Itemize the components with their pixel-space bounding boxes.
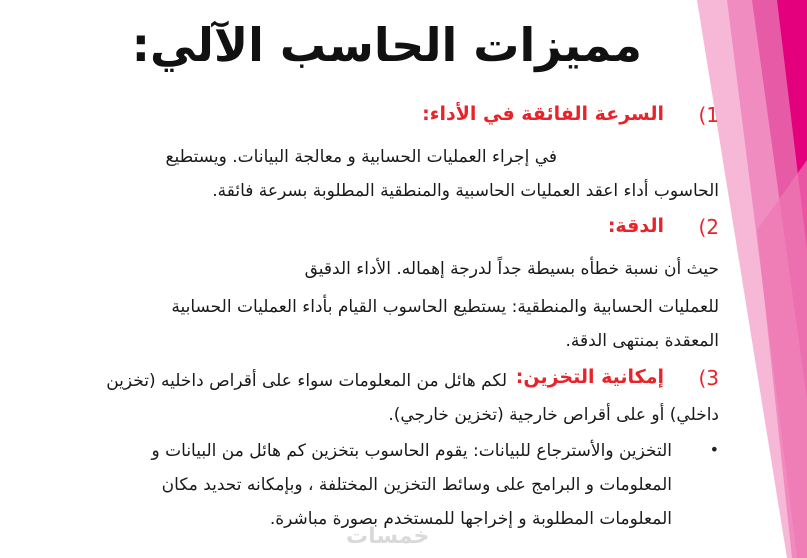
watermark: خمسات — [346, 524, 430, 549]
bullet-text-line-1: التخزين والأسترجاع للبيانات: يقوم الحاسوب بتخزين كم هائل من البيانات و — [151, 441, 672, 461]
storage-text-line-2: داخلي) أو على أقراص خارجية (تخزين خارجي). — [388, 405, 719, 425]
item-number-2: 2) — [698, 215, 719, 239]
speed-text-line-1: في إجراء العمليات الحسابية و معالجة البيانات. ويستطيع — [165, 147, 557, 167]
bullet-text-line-2: المعلومات و البرامج على وسائط التخزين المختلفة ، وبإمكانه تحديد مكان — [161, 475, 672, 495]
bullet-text-line-3: المعلومات المطلوبة و إخراجها للمستخدم بصورة مباشرة. — [269, 509, 672, 529]
item-heading-speed: السرعة الفائقة في الأداء: — [422, 103, 664, 125]
storage-text-line-1: لكم هائل من المعلومات سواء على أقراص داخليه (تخزين — [106, 371, 507, 391]
accuracy-text-line-2: للعمليات الحسابية والمنطقية: يستطيع الحاسوب القيام بأداء العمليات الحسابية — [171, 297, 719, 317]
item-heading-accuracy: الدقة: — [607, 215, 664, 237]
slide-title: مميزات الحاسب الآلي: — [131, 18, 642, 72]
item-number-3: 3) — [698, 366, 719, 390]
item-heading-storage: إمكانية التخزين: — [515, 366, 664, 388]
bullet-icon: • — [709, 440, 719, 459]
item-number-1: 1) — [698, 103, 719, 127]
accuracy-text-line-3: المعقدة بمنتهى الدقة. — [565, 331, 719, 351]
accuracy-text-line-1: حيث أن نسبة خطأه بسيطة جداً لدرجة إهماله. الأداء الدقيق — [304, 259, 719, 279]
speed-text-line-2: الحاسوب أداء اعقد العمليات الحاسبية والمنطقية المطلوبة بسرعة فائقة. — [212, 181, 719, 201]
